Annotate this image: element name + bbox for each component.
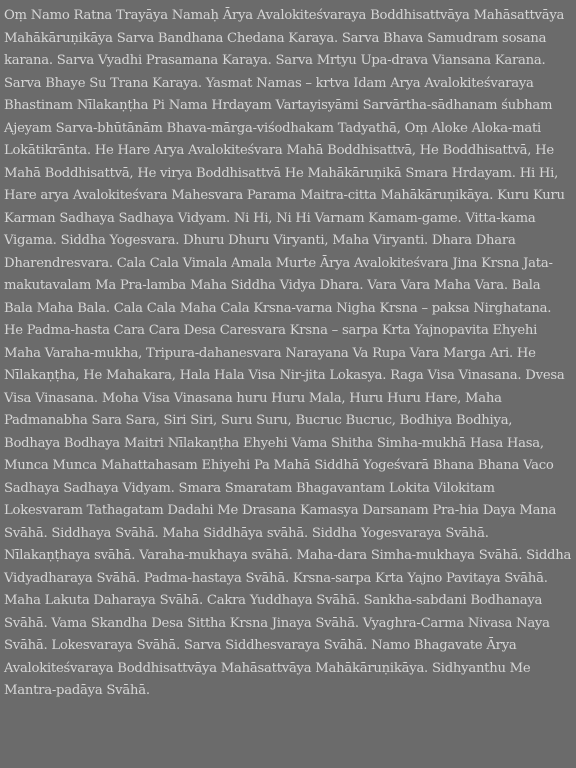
mantra-text: Oṃ Namo Ratna Trayāya Namaḥ Ārya Avalokiteśvaraya Boddhisattvāya Mahāsattvāya Mahākāruṇikāya Sarva Bandhana Chedana Karaya. Sarva Bhava Samudram sosana karana. Sarva Vyadhi Prasamana Karaya. Sarva Mrtyu Upa-drava Viansana Karana. Sarva Bhaye Su Trana Karaya. Yasmat Namas – krtva Idam Arya Avalokiteśvaraya Bhastinam Nīlakaṇṭha Pi Nama Hrdayam Vartayisyāmi Sarvārtha-sādhanam śubham Ajeyam Sarva-bhūtānām Bhava-mārga-viśodhakam Tadyathā, Oṃ Aloke Aloka-mati Lokātikrānta. He Hare Arya Avalokiteśvara Mahā Boddhisattvā, He Boddhisattvā, He Mahā Boddhisattvā, He virya Boddhisattvā He Mahākāruṇikā Smara Hrdayam. Hi Hi, Hare arya Avalokiteśvara Mahesvara Parama Maitra-citta Mahākāruṇikāya. Kuru Kuru Karman Sadhaya Sadhaya Vidyam. Ni Hi, Ni Hi Varnam Kamam-game. Vitta-kama Vigama. Siddha Yogesvara. Dhuru Dhuru Viryanti, Maha Viryanti. Dhara Dhara Dharendresvara. Cala Cala Vimala Amala Murte Ārya Avalokiteśvara Jina Krsna Jata-makutavalam Ma Pra-lamba Maha Siddha Vidya Dhara. Vara Vara Maha Vara. Bala Bala Maha Bala. Cala Cala Maha Cala Krsna-varna Nigha Krsna – paksa Nirghatana. He Padma-hasta Cara Cara Desa Caresvara Krsna – sarpa Krta Yajnopavita Ehyehi Maha Varaha-mukha, Tripura-dahanesvara Narayana Va Rupa Vara Marga Ari. He Nīlakaṇṭha, He Mahakara, Hala Hala Visa Nir-jita Lokasya. Raga Visa Vinasana. Dvesa Visa Vinasana. Moha Visa Vinasana huru Huru Mala, Huru Huru Hare, Maha Padmanabha Sara Sara, Siri Siri, Suru Suru, Bucruc Bucruc, Bodhiya Bodhiya, Bodhaya Bodhaya Maitri Nīlakaṇṭha Ehyehi Vama Shitha Simha-mukhā Hasa Hasa, Munca Munca Mahattahasam Ehiyehi Pa Mahā Siddhā Yogeśvarā Bhana Bhana Vaco Sadhaya Sadhaya Vidyam. Smara Smaratam Bhagavantam Lokita Vilokitam Lokesvaram Tathagatam Dadahi Me Drasana Kamasya Darsanam Pra-hia Daya Mana Svāhā. Siddhaya Svāhā. Maha Siddhāya svāhā. Siddha Yogesvaraya Svāhā. Nīlakaṇṭhaya svāhā. Varaha-mukhaya svāhā. Maha-dara Simha-mukhaya Svāhā. Siddha Vidyadharaya Svāhā. Padma-hastaya Svāhā. Krsna-sarpa Krta Yajno Pavitaya Svāhā. Maha Lakuta Daharaya Svāhā. Cakra Yuddhaya Svāhā. Sankha-sabdani Bodhanaya Svāhā. Vama Skandha Desa Sittha Krsna Jinaya Svāhā. Vyaghra-Carma Nivasa Naya Svāhā. Lokesvaraya Svāhā. Sarva Siddhesvaraya Svāhā. Namo Bhagavate Ārya Avalokiteśvaraya Boddhisattvāya Mahāsattvāya Mahākāruṇikāya. Sidhyanthu Me Mantra-padāya Svāhā.	[4, 8, 572, 698]
